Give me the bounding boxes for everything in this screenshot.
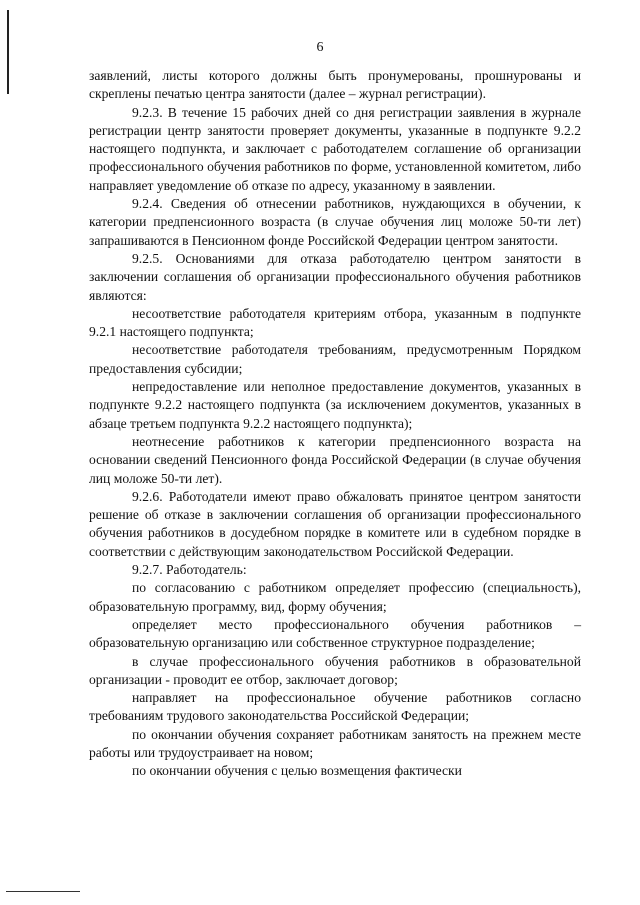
paragraph-9-2-5: 9.2.5. Основаниями для отказа работодателю центром занятости в заключении соглашения об организации профессионального обучения работников являются: xyxy=(89,250,581,303)
paragraph-employer-duty-1: по согласованию с работником определяет профессию (специальность), образовательную программу, вид, форму обучения; xyxy=(89,580,581,614)
paragraph-9-2-7: 9.2.7. Работодатель: xyxy=(132,562,247,578)
paragraph-refusal-ground-2: несоответствие работодателя требованиям, предусмотренным Порядком предоставления субсидии; xyxy=(89,342,581,376)
paragraph-refusal-ground-3: непредоставление или неполное предоставление документов, указанных в подпункте 9.2.2 настоящего подпункта (за исключением документов, указанных в абзаце третьем подпункта 9.2.2 настоящего подпункта); xyxy=(89,379,581,431)
paragraph-employer-duty-4: направляет на профессиональное обучение работников согласно требованиям трудового законодательства Российской Федерации; xyxy=(89,690,581,724)
document-body xyxy=(89,67,581,781)
page-number: 6 xyxy=(316,40,324,55)
paragraph-employer-duty-6: по окончании обучения с целью возмещения фактически xyxy=(132,763,462,779)
paragraph-9-2-3: 9.2.3. В течение 15 рабочих дней со дня регистрации заявления в журнале регистрации центр занятости проверяет документы, указанные в подпункте 9.2.2 настоящего подпункта, и заключает с работодателем соглашение об организации профессионального обучения работников по форме, установленной комитетом, либо направляет уведомление об отказе по адресу, указанному в заявлении. xyxy=(89,104,581,193)
footnote-divider xyxy=(6,891,80,892)
paragraph-employer-duty-3: в случае профессионального обучения работников в образовательной организации - проводит ее отбор, заключает договор; xyxy=(89,653,581,687)
paragraph-employer-duty-5: по окончании обучения сохраняет работникам занятость на прежнем месте работы или трудоустраивает на новом; xyxy=(89,726,581,760)
paragraph-refusal-ground-4: неотнесение работников к категории предпенсионного возраста на основании сведений Пенсионного фонда Российской Федерации (в случае обучения лиц моложе 50-ти лет). xyxy=(89,433,581,486)
paragraph-refusal-ground-1: несоответствие работодателя критериям отбора, указанным в подпункте 9.2.1 настоящего подпункта; xyxy=(89,305,581,340)
paragraph-9-2-6: 9.2.6. Работодатели имеют право обжаловать принятое центром занятости решение об отказе в заключении соглашения об организации профессионального обучения работников в досудебном порядке в комитете или в судебном порядке в соответствии с действующим законодательством Российской Федерации. xyxy=(89,488,581,559)
paragraph-1: заявлений, листы которого должны быть пронумерованы, прошнурованы и скреплены печатью центра занятости (далее – журнал регистрации). xyxy=(89,68,581,102)
paragraph-9-2-4: 9.2.4. Сведения об отнесении работников, нуждающихся в обучении, к категории предпенсионного возраста (в случае обучения лиц моложе 50-ти лет) запрашиваются в Пенсионном фонде Российской Федерации центром занятости. xyxy=(89,196,581,248)
paragraph-employer-duty-2: определяет место профессионального обучения работников – образовательную организацию или собственное структурное подразделение; xyxy=(89,616,581,651)
